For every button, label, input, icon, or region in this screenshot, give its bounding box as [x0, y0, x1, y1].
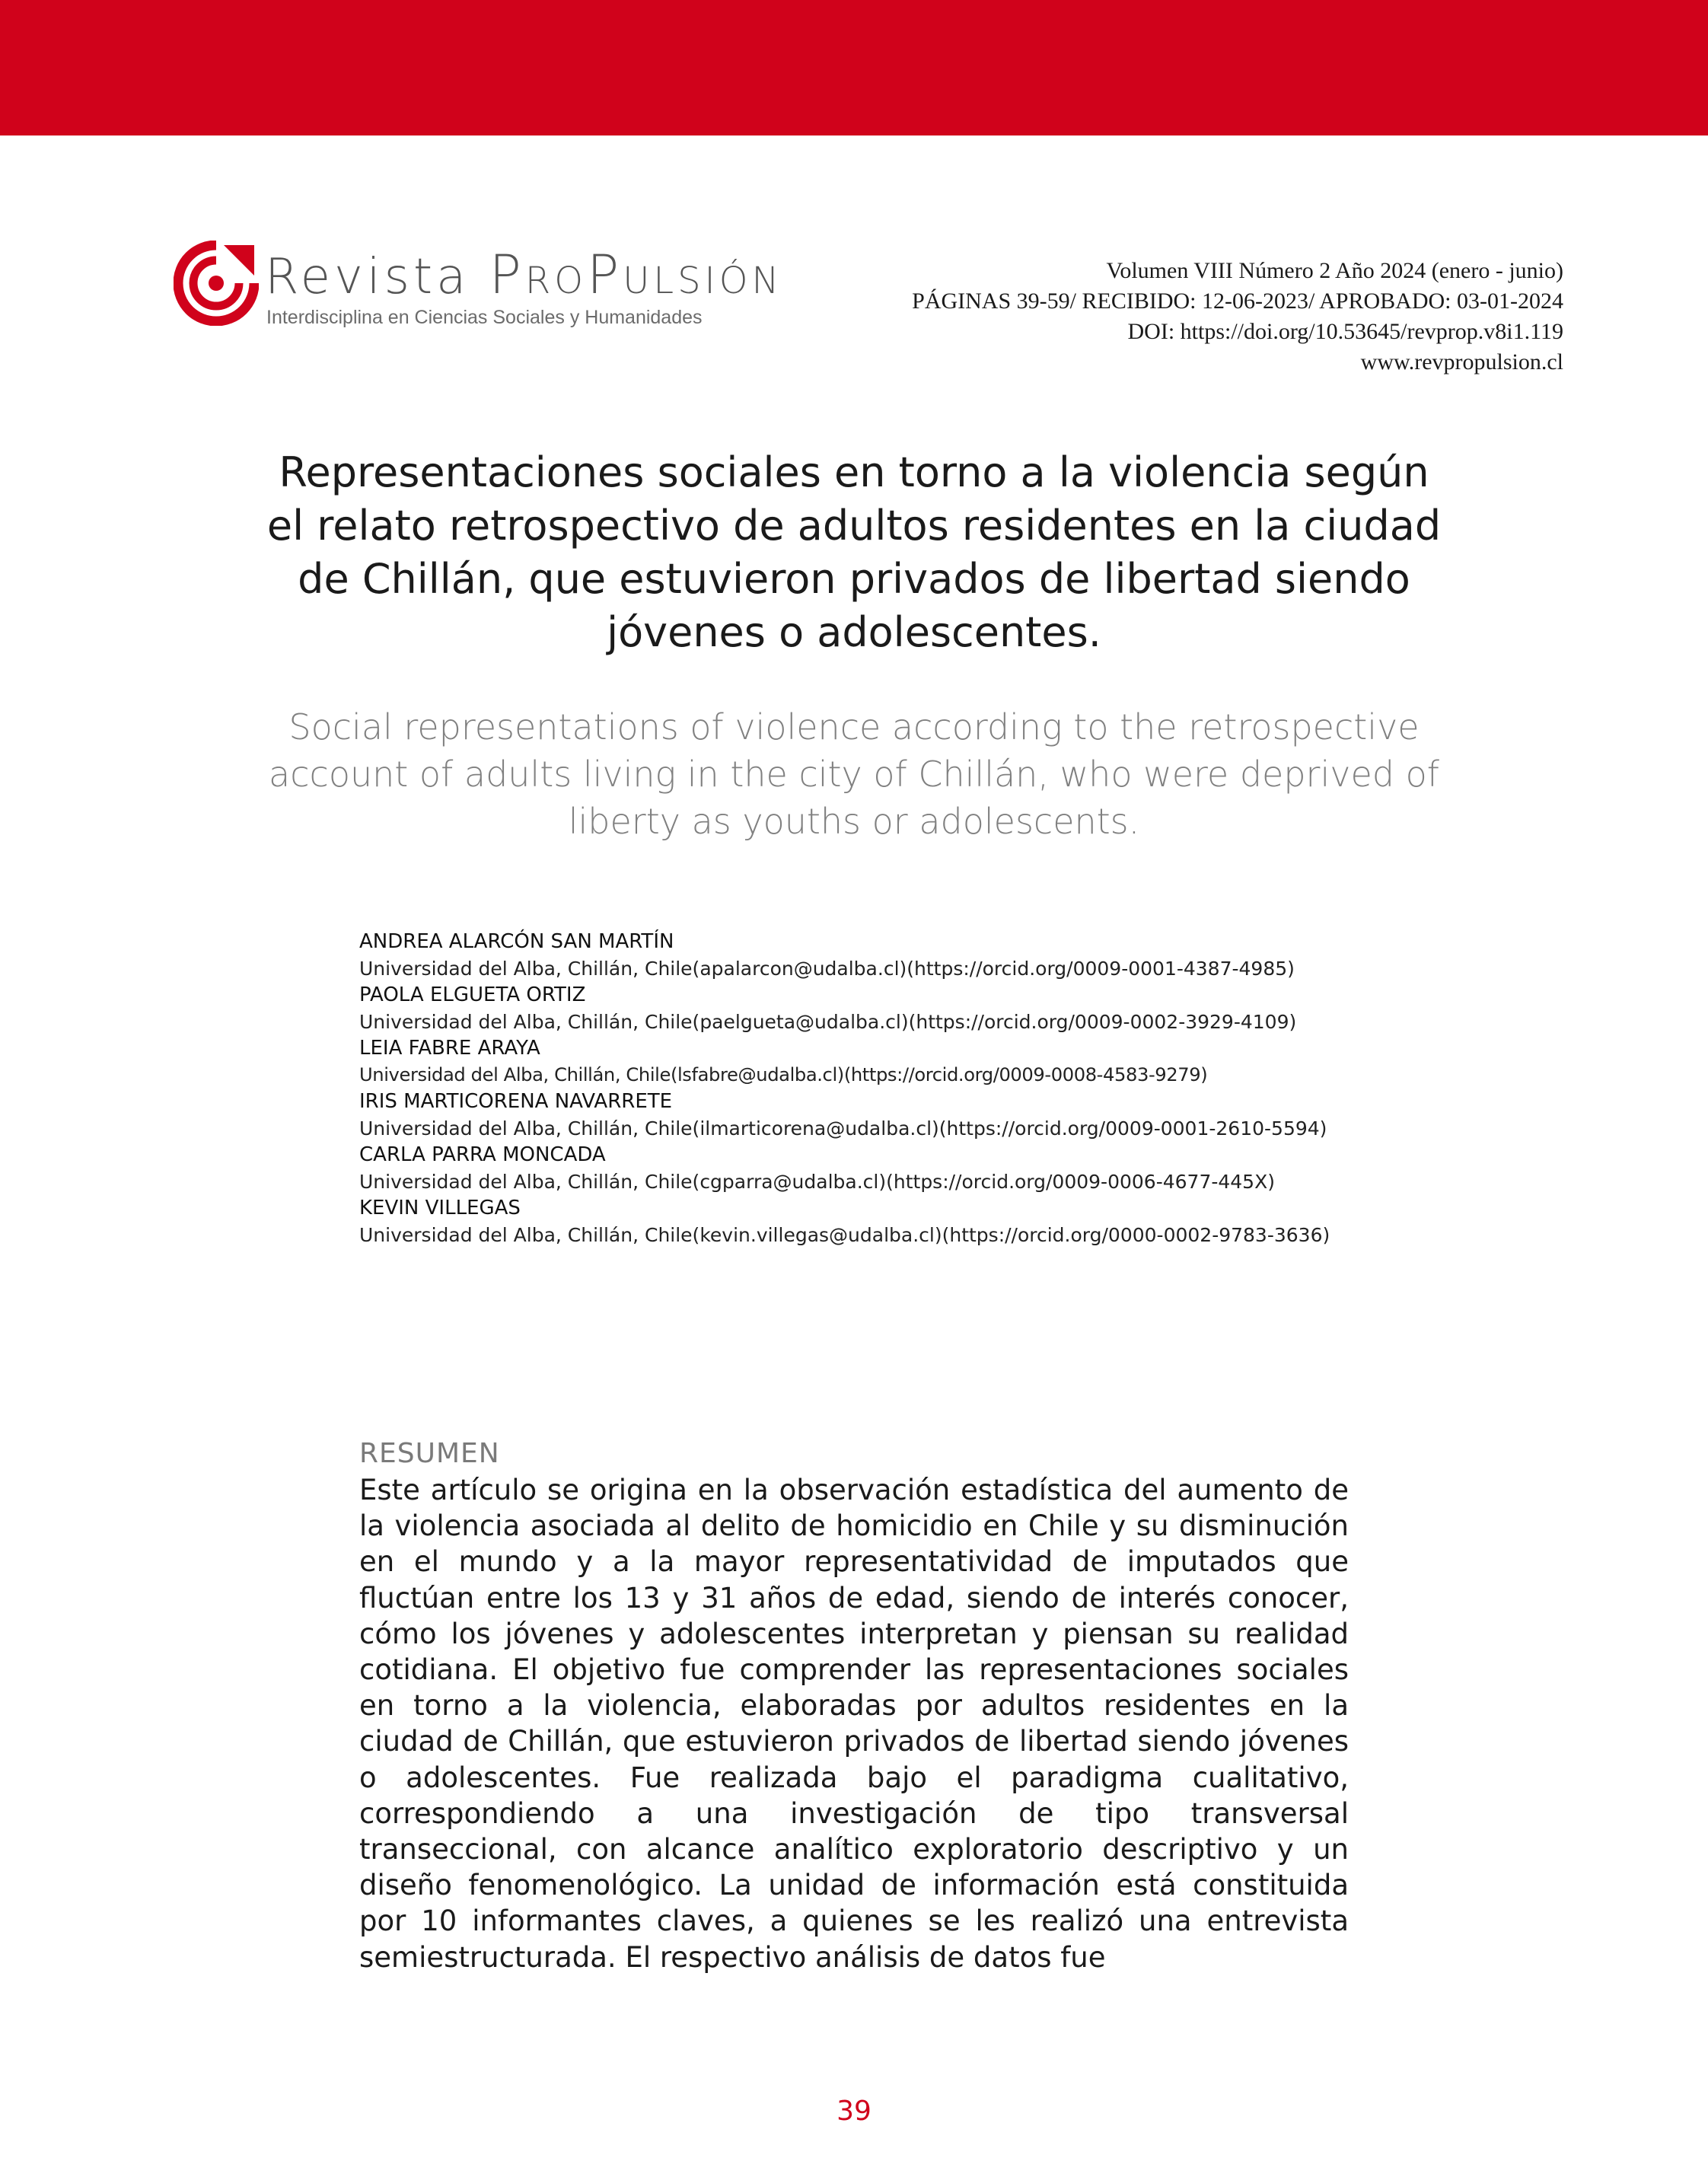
top-color-band: [0, 0, 1708, 135]
author-affiliation: Universidad del Alba, Chillán, Chile(cgparra@udalba.cl)(https://orcid.org/0009-0006-4677-445X): [359, 1171, 1275, 1193]
article-title: Representaciones sociales en torno a la violencia según el relato retrospectivo de adultos residentes en la ciudad de Chillán, que estuvieron privados de libertad siendo jóvenes o adolescentes.: [266, 448, 1442, 656]
logo-subtitle: Interdisciplina en Ciencias Sociales y Humanidades: [266, 307, 703, 328]
abstract-section: [359, 1437, 1349, 1975]
author-entry: [359, 1089, 1349, 1142]
page-number: 39: [836, 2096, 872, 2127]
abstract-heading: RESUMEN: [359, 1438, 500, 1469]
author-entry: [359, 1035, 1349, 1089]
website-link[interactable]: www.revpropulsion.cl: [1360, 349, 1563, 375]
author-entry: [359, 1195, 1349, 1248]
author-affiliation: Universidad del Alba, Chillán, Chile(kevin.villegas@udalba.cl)(https://orcid.org/0000-0002-9783-3636): [359, 1224, 1330, 1246]
issue-metadata: [912, 256, 1563, 378]
issue-volume: Volumen VIII Número 2 Año 2024 (enero - junio): [1106, 258, 1563, 283]
logo-brand-second: P: [586, 244, 623, 306]
issue-pages-dates: PÁGINAS 39-59/ RECIBIDO: 12-06-2023/ APROBADO: 03-01-2024: [912, 288, 1563, 314]
author-affiliation: Universidad del Alba, Chillán, Chile(lsfabre@udalba.cl)(https://orcid.org/0009-0008-4583-9279): [359, 1064, 1208, 1085]
logo-brand-rest: ULSIÓN: [623, 260, 783, 302]
logo-brand-mid: RO: [524, 260, 587, 302]
propulsion-logo-icon: [174, 241, 259, 326]
author-name: ANDREA ALARCÓN SAN MARTÍN: [359, 930, 674, 953]
logo-brand-first: P: [489, 244, 525, 306]
author-entry: [359, 982, 1349, 1035]
logo-title: [265, 244, 783, 308]
author-list: [359, 929, 1349, 1248]
author-affiliation: Universidad del Alba, Chillán, Chile(paelgueta@udalba.cl)(https://orcid.org/0009-0002-3929-4109): [359, 1011, 1297, 1033]
author-affiliation: Universidad del Alba, Chillán, Chile(ilmarticorena@udalba.cl)(https://orcid.org/0009-0001-2610-5594): [359, 1117, 1327, 1140]
author-name: IRIS MARTICORENA NAVARRETE: [359, 1090, 673, 1113]
journal-logo[interactable]: [174, 237, 783, 336]
author-name: CARLA PARRA MONCADA: [359, 1143, 606, 1166]
doi-link[interactable]: DOI: https://doi.org/10.53645/revprop.v8i1.119: [1127, 319, 1563, 344]
logo-title-main: Revista: [265, 249, 489, 305]
abstract-body: Este artículo se origina en la observación estadística del aumento de la violencia asociada al delito de homicidio en Chile y su disminución en el mundo y a la mayor representatividad de imputados que fluctúan entre los 13 y 31 años de edad, siendo de interés conocer, cómo los jóvenes y adolescentes interpretan y piensan su realidad cotidiana. El objetivo fue comprender las representaciones sociales en torno a la violencia, elaboradas por adultos residentes en la ciudad de Chillán, que estuvieron privados de libertad siendo jóvenes o adolescentes. Fue realizada bajo el paradigma cualitativo, correspondiendo a una investigación de tipo transversal transeccional, con alcance analítico exploratorio descriptivo y un diseño fenomenológico. La unidad de información está constituida por 10 informantes claves, a quienes se les realizó una entrevista semiestructurada. El respectivo análisis de datos fue: [359, 1474, 1349, 1974]
author-name: KEVIN VILLEGAS: [359, 1197, 521, 1219]
article-subtitle: Social representations of violence according to the retrospective account of adults living in the city of Chillán, who were deprived of liberty as youths or adolescents.: [269, 706, 1439, 842]
author-name: PAOLA ELGUETA ORTIZ: [359, 983, 586, 1006]
author-entry: [359, 1142, 1349, 1195]
author-name: LEIA FABRE ARAYA: [359, 1037, 540, 1060]
author-entry: [359, 929, 1349, 982]
logo-title-brand: [489, 244, 783, 306]
author-affiliation: Universidad del Alba, Chillán, Chile(apalarcon@udalba.cl)(https://orcid.org/0009-0001-4387-4985): [359, 958, 1295, 980]
